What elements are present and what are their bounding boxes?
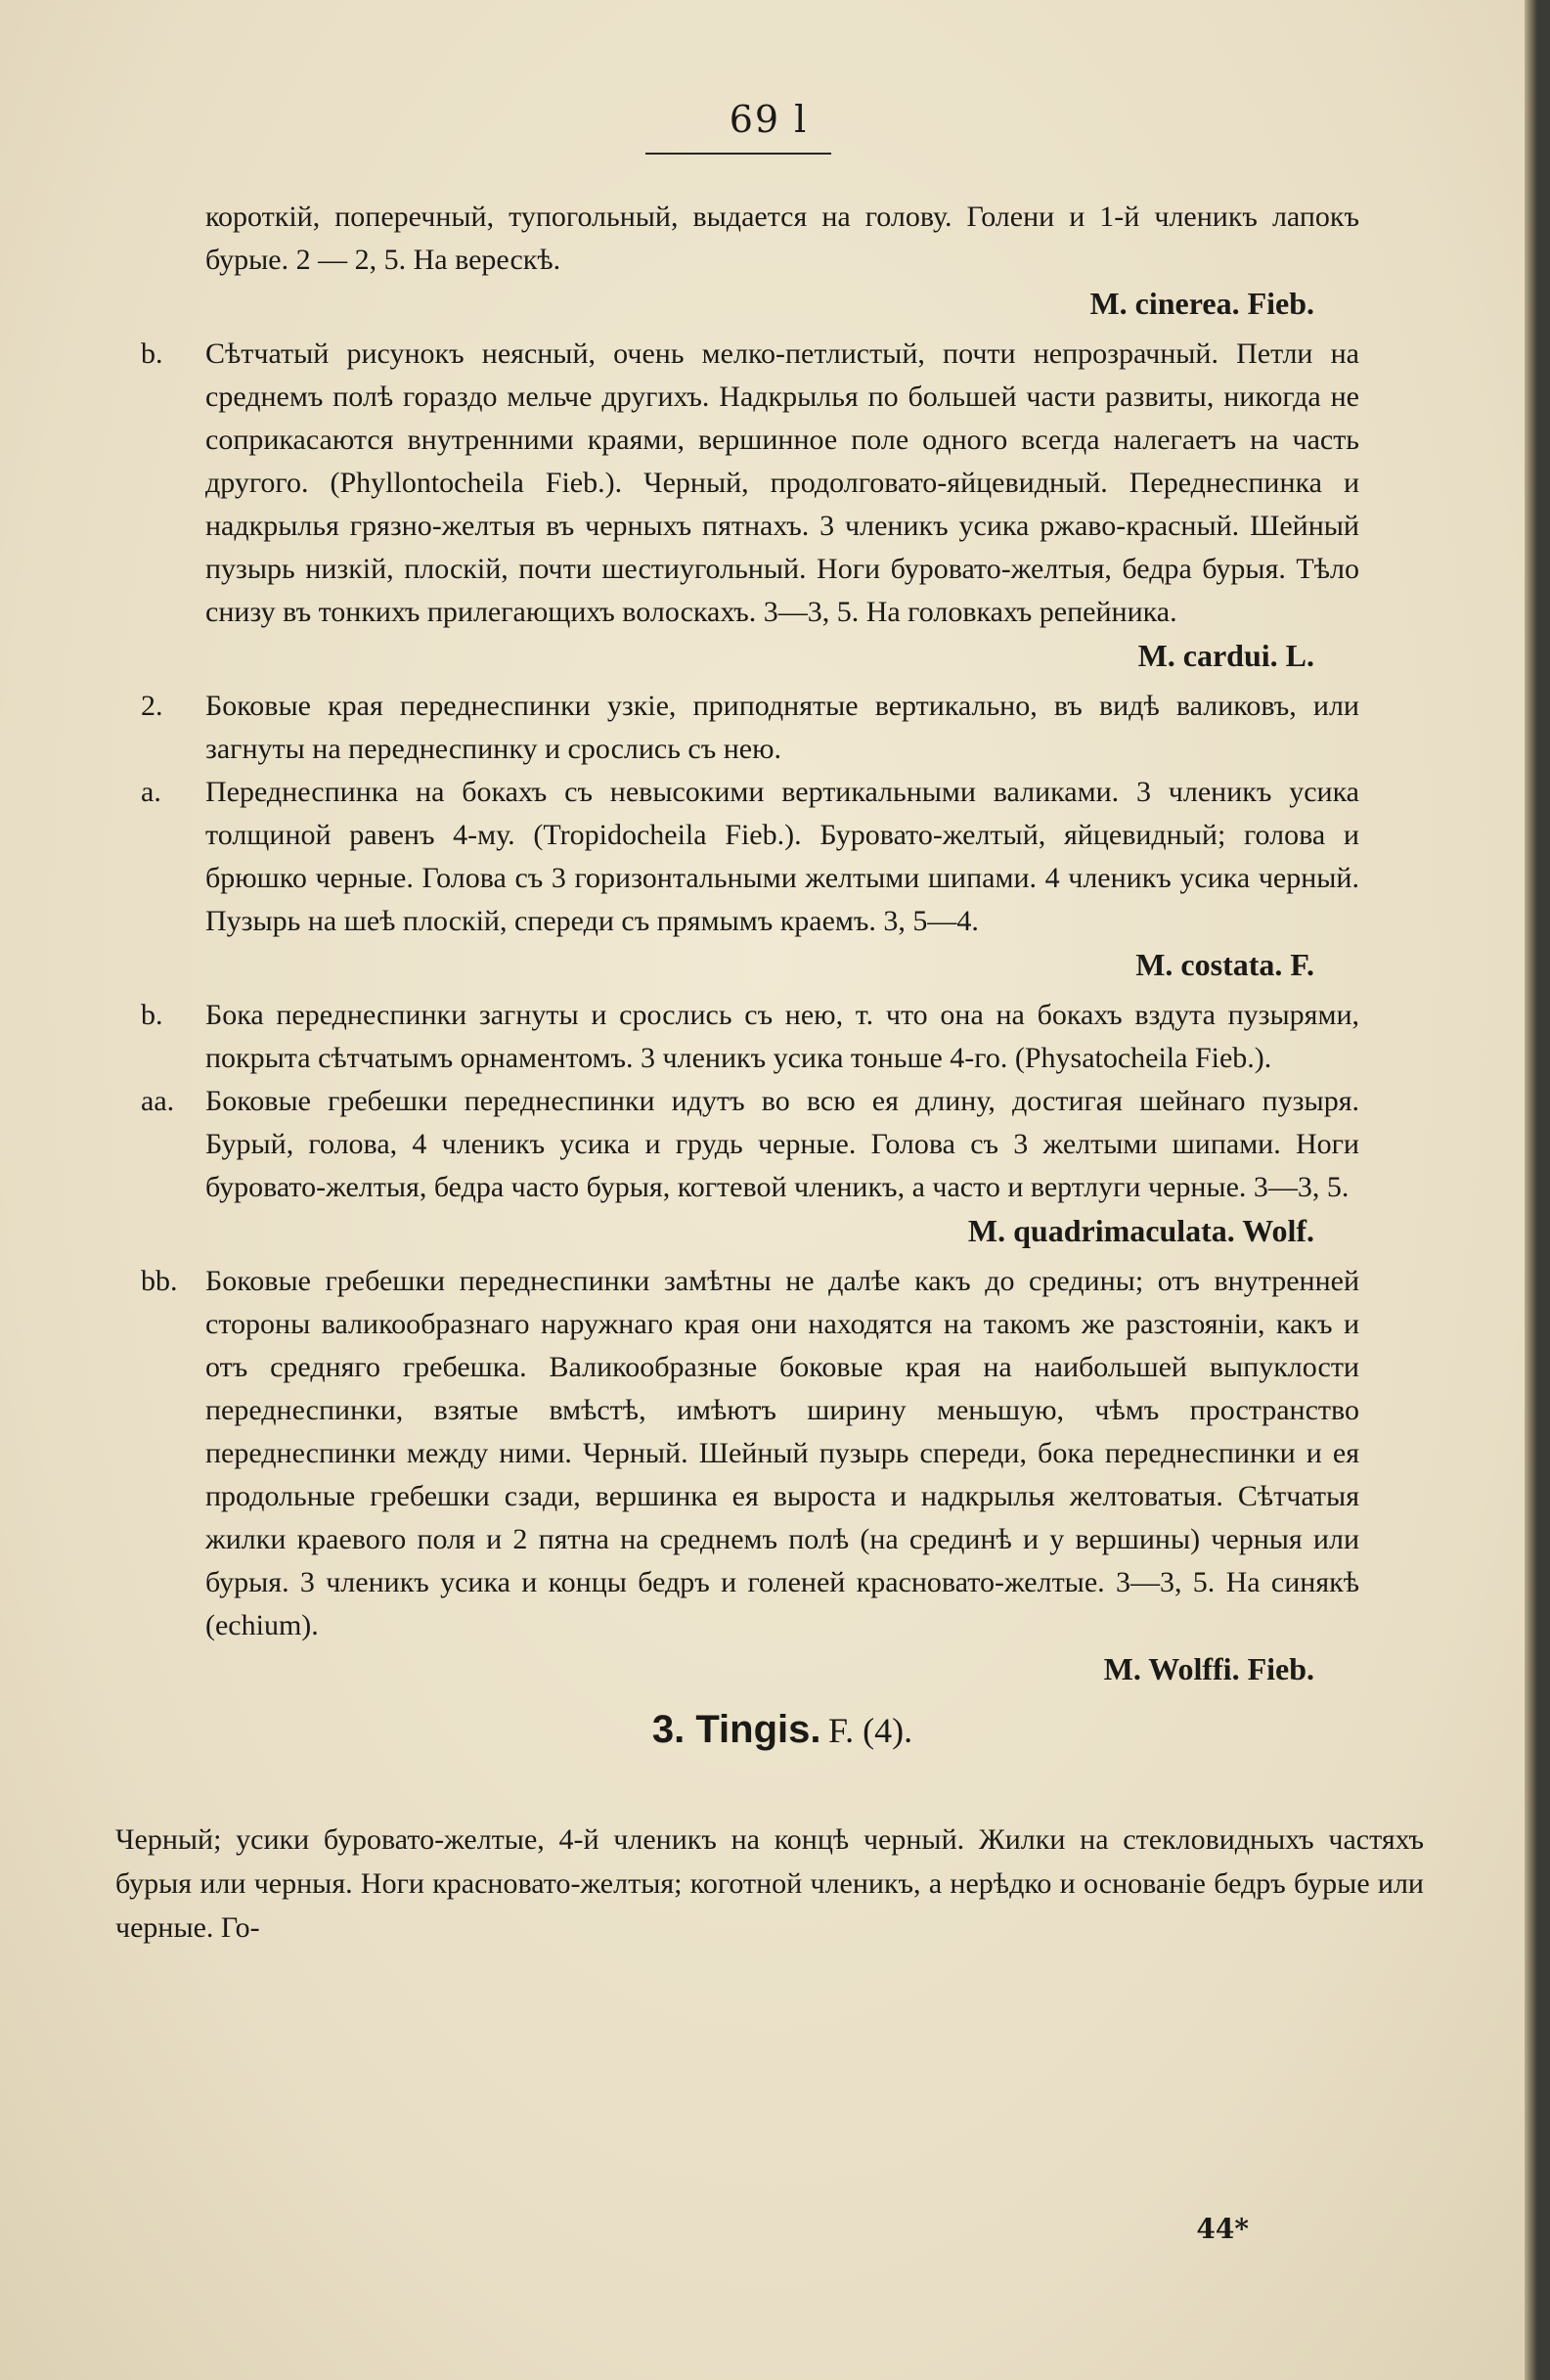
entry-text: Боковые края переднеспинки узкіе, приподнятые вертикально, въ видѣ валиковъ, или загнуты на переднеспинку и срослись съ нею. [205,690,1359,765]
key-entry [141,994,1359,1080]
entry-text: короткій, поперечный, тупогольный, выдается на голову. Голени и 1-й членикъ лапокъ бурые. 2 — 2, 5. На верескѣ. [205,201,1359,276]
entry-text: Боковые гребешки переднеспинки замѣтны не далѣе какъ до средины; отъ внутренней стороны валикообразнаго наружнаго края они находятся на такомъ же разстояніи, какъ и отъ средняго гребешка. Валикообразные боковые края на наибольшей выпуклости переднеспинки, взятые вмѣстѣ, имѣютъ ширину меньшую, чѣмъ пространство переднеспинки между ними. Черный. Шейный пузырь спереди, бока переднеспинки и ея продольные гребешки сзади, вершинка ея выроста и надкрылья желтоватыя. Сѣтчатыя жилки краевого поля и 2 пятна на среднемъ полѣ (на срединѣ и у вершины) черныя или бурыя. 3 членикъ усика и концы бедръ и голеней красновато-желтые. 3—3, 5. На синякѣ (echium). [205,1265,1359,1641]
species-name: M. cinerea. Fieb. [1089,286,1314,321]
genus-heading [39,1708,1526,1755]
entry-marker: b. [141,337,163,370]
genus-name: 3. Tingis. [651,1708,821,1751]
entry-marker: bb. [141,1265,178,1297]
entry-text: Сѣтчатый рисунокъ неясный, очень мелко-петлистый, почти непрозрачный. Петли на среднемъ полѣ гораздо мельче другихъ. Надкрылья по большей части развиты, никогда не соприкасаются внутренними краями, вершинное поле одного всегда налегаетъ на часть другого. (Phyllontocheila Fieb.). Черный, продолговато-яйцевидный. Переднеспинка и надкрылья грязно-желтыя въ черныхъ пятнахъ. 3 членикъ усика ржаво-красный. Шейный пузырь низкій, плоскій, почти шестиугольный. Ноги буровато-желтыя, бедра бурыя. Тѣло снизу въ тонкихъ прилегающихъ волоскахъ. 3—3, 5. На головкахъ репейника. [205,337,1359,628]
signature-mark: 44* [1196,2213,1249,2245]
genus-author: F. (4). [828,1711,913,1750]
key-entry [141,685,1359,771]
key-entry [141,1080,1359,1209]
species-name: M. costata. F. [1135,947,1314,982]
genus-description: Черный; усики буровато-желтые, 4-й членикъ на концѣ черный. Жилки на стекловидныхъ частяхъ бурыя или черныя. Ноги красновато-желтыя; коготной членикъ, а нерѣдко и основаніе бедръ бурые или черные. Го- [115,1823,1424,1944]
entry-marker: a. [141,776,161,808]
species-name: M. cardui. L. [1137,638,1314,673]
species-name: M. Wolffi. Fieb. [1103,1651,1314,1686]
entry-text: Бока переднеспинки загнуты и срослись съ нею, т. что она на бокахъ вздута пузырями, покрыта сѣтчатымъ орнаментомъ. 3 членикъ усика тоньше 4-го. (Physatocheila Fieb.). [205,999,1359,1074]
header-rule [645,153,831,155]
page-binding-edge [1525,0,1537,2380]
key-body [141,196,1359,1782]
page-number: 69 l [729,98,809,141]
key-entry [141,333,1359,634]
entry-text: Боковые гребешки переднеспинки идутъ во всю ея длину, достигая шейнаго пузыря. Бурый, голова, 4 членикъ усика и грудь черные. Голова съ 3 желтыми шипами. Ноги буровато-желтыя, бедра часто бурыя, когтевой членикъ, а часто и вертлуги черные. 3—3, 5. [205,1085,1359,1203]
key-entry [205,196,1359,282]
entry-marker: 2. [141,690,163,722]
entry-marker: aa. [141,1085,175,1117]
entry-text: Переднеспинка на бокахъ съ невысокими вертикальными валиками. 3 членикъ усика толщиной равенъ 4-му. (Tropidocheila Fieb.). Буровато-желтый, яйцевидный; голова и брюшко черные. Голова съ 3 горизонтальными желтыми шипами. 4 членикъ усика черный. Пузырь на шеѣ плоскій, спереди съ прямымъ краемъ. 3, 5—4. [205,776,1359,937]
key-entry [141,771,1359,943]
entry-marker: b. [141,999,163,1031]
key-entry [141,1260,1359,1647]
species-name: M. quadrimaculata. Wolf. [967,1213,1314,1248]
